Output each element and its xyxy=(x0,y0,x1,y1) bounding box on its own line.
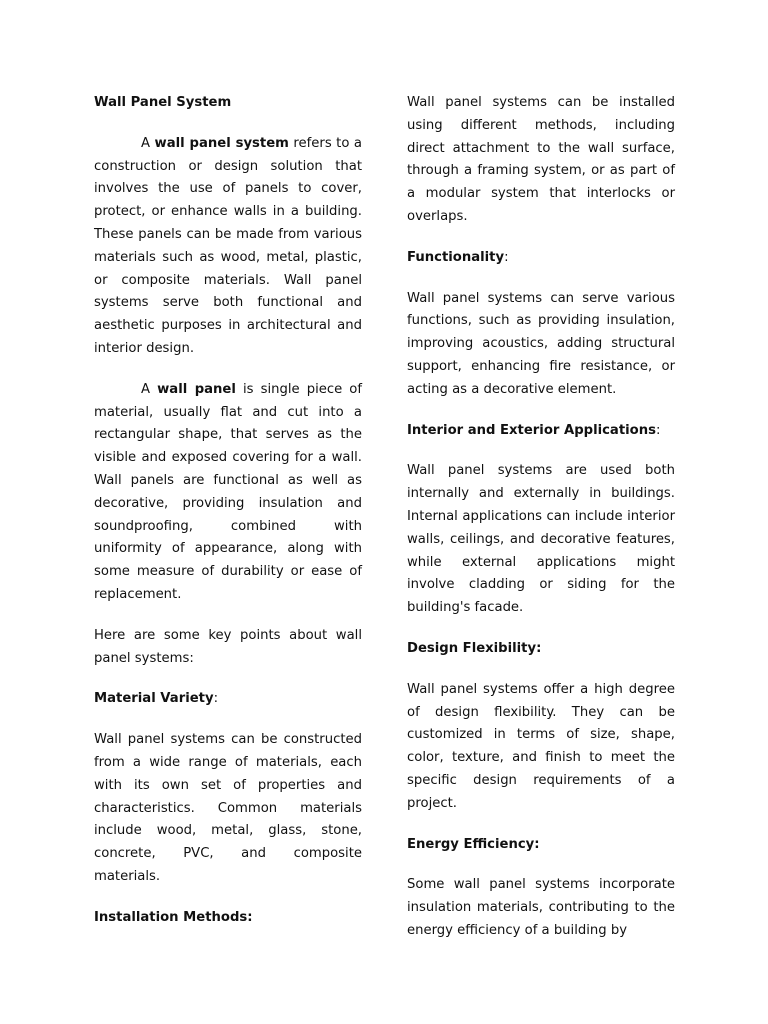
para2-rest: is single piece of material, usually flat and cut into a rectangular shape, that serves as the visible and exposed covering for a wall. Wall panels are functional as well as decorative, providing insulation and soundproofing, combined with uniformity of appearance, along with some measure of durability or ease of replacement. xyxy=(94,381,363,602)
para2-lead: A xyxy=(141,381,158,397)
para1-lead: A xyxy=(141,135,155,151)
heading-interior-exterior-colon: : xyxy=(655,422,661,438)
design-flexibility-text: Wall panel systems offer a high degree of design flexibility. They can be customized in terms of size, shape, color, texture, and finish to meet the specific design requirements of a project. xyxy=(407,681,675,811)
installation-methods-text: Wall panel systems can be installed using different methods, including direct attachment to the wall surface, through a framing system, or as part of a modular system that interlocks or overlaps. xyxy=(407,95,675,224)
left-column xyxy=(94,92,362,948)
heading-energy-efficiency-text: Energy Efficiency: xyxy=(407,836,540,852)
heading-design-flexibility xyxy=(407,638,675,661)
intro-paragraph-wall-panel-system xyxy=(94,133,362,361)
material-variety-text: Wall panel systems can be constructed from a wide range of materials, each with its own set of properties and characteristics. Common materials include wood, metal, glass, stone, concrete, PVC, and composite materials. xyxy=(94,732,362,884)
para1-bold-term: wall panel system xyxy=(154,135,289,151)
heading-installation-methods xyxy=(94,907,362,930)
right-column xyxy=(407,92,675,961)
heading-material-variety-text: Material Variety xyxy=(94,691,214,707)
key-points-intro: Here are some key points about wall panel systems: xyxy=(94,627,362,666)
heading-functionality xyxy=(407,247,675,270)
heading-material-variety-colon: : xyxy=(213,691,219,707)
heading-interior-exterior xyxy=(407,420,675,443)
heading-energy-efficiency xyxy=(407,834,675,857)
heading-functionality-text: Functionality xyxy=(407,249,505,265)
functionality-text: Wall panel systems can serve various functions, such as providing insulation, improving acoustics, adding structural support, enhancing fire resistance, or acting as a decorative element. xyxy=(407,290,675,397)
heading-interior-exterior-text: Interior and Exterior Applications xyxy=(407,422,656,438)
intro-paragraph-wall-panel xyxy=(94,379,362,607)
document-title: Wall Panel System xyxy=(94,95,232,110)
heading-functionality-colon: : xyxy=(504,249,509,265)
interior-exterior-text: Wall panel systems are used both internally and externally in buildings. Internal applications can include interior walls, ceilings, and decorative features, while external applications might involve cladding or siding for the building's facade. xyxy=(407,463,675,616)
heading-installation-methods-text: Installation Methods: xyxy=(94,909,253,925)
heading-design-flexibility-text: Design Flexibility: xyxy=(407,640,542,656)
para1-rest: refers to a construction or design solution that involves the use of panels to cover, protect, or enhance walls in a building. These panels can be made from various materials such as wood, metal, plastic, or composite materials. Wall panel systems serve both functional and aesthetic purposes in architectural and interior design. xyxy=(94,135,362,356)
para2-bold-term: wall panel xyxy=(157,381,236,397)
energy-efficiency-text: Some wall panel systems incorporate insulation materials, contributing to the energy efficiency of a building by xyxy=(407,877,675,938)
heading-material-variety xyxy=(94,688,362,711)
